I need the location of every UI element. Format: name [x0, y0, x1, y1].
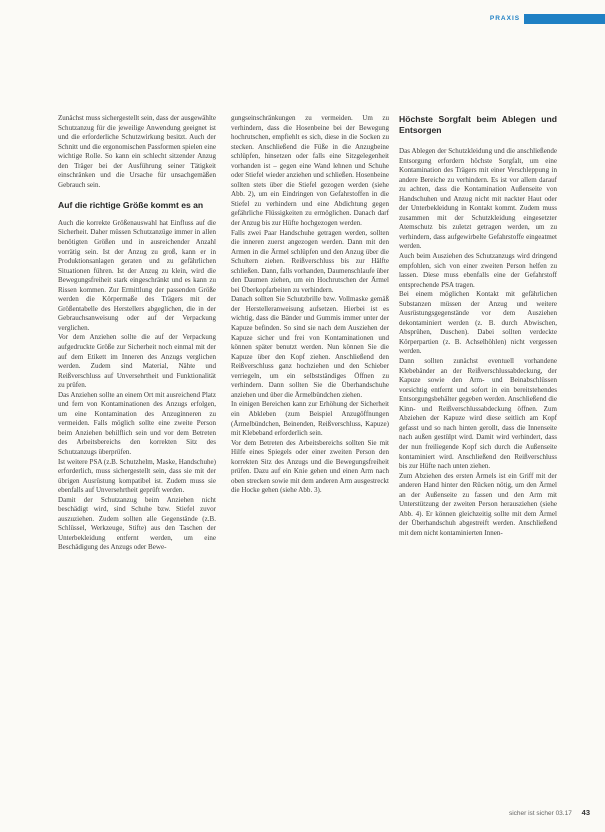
- section-heading: Auf die richtige Größe kommt es an: [58, 200, 204, 211]
- journal-name: sicher ist sicher 03.17: [508, 810, 572, 817]
- paragraph: Zum Abziehen des ersten Ärmels ist ein Griff mit der anderen Hand hinter den Rücken nötig, um den Ärmel an der Außenseite zu fassen und den Arm mit Unterstützung der zweiten Person herausziehen (siehe Abb. 4). Er können gleichzeitig sollte mit dem Ärmel der Überhandschuh abgestreift werden. Anschließend mit dem nicht kontaminierten Innen-: [399, 471, 557, 537]
- paragraph: Das Anziehen sollte an einem Ort mit ausreichend Platz und fern von Kontaminationen des Anzugs erfolgen, um eine Kontamination des Anzuginneren zu vermeiden. Falls möglich sollte eine zweite Person beim Anziehen behilflich sein und vor dem Betreten des Arbeitsbereichs den korrekten Sitz des Schutzanzugs überprüfen.: [58, 390, 216, 456]
- column-3: [399, 114, 557, 538]
- column-1: [58, 114, 216, 553]
- paragraph: In einigen Bereichen kann zur Erhöhung der Sicherheit ein Abkleben (zum Beispiel Anzugöffnungen (Ärmelbündchen, Beinenden, Reißverschluss, Kapuze) mit Klebeband erforderlich sein.: [231, 400, 389, 438]
- section-heading: Höchste Sorgfalt beim Ablegen und Entsorgen: [399, 114, 557, 135]
- paragraph: Zunächst muss sichergestellt sein, dass der ausgewählte Schutzanzug für die jeweilige Anwendung geeignet ist und die erforderliche Schutzwirkung besitzt. Auch der Schnitt und die ergonomischen Passformen spielen eine wichtige Rolle. So kann ein schlecht sitzender Anzug den Träger bei der Ausführung seiner Tätigkeit einschränken und die Ursache für unsachgemäßen Gebrauch sein.: [58, 114, 216, 189]
- paragraph: gungseinschränkungen zu vermeiden. Um zu verhindern, dass die Hosenbeine bei der Bewegung hochrutschen, empfiehlt es sich, diese in die Socken zu stecken. Anschließend die Füße in die Anzugbeine schlüpfen, hinsetzen oder falls eine Sitzgelegenheit vorhanden ist – gegen eine Wand lehnen und Schuhe oder Stiefel wieder anziehen und schließen. Hosenbeine sollten stets über die Stiefel gezogen werden (siehe Abb. 2), um ein Eindringen von Gefahrstoffen in die Stiefel zu verhindern und eine Abdichtung gegen gefährliche Flüssigkeiten zu ermöglichen. Danach darf der Anzug bis zur Hüfte hochgezogen werden.: [231, 114, 389, 228]
- paragraph: Damit der Schutzanzug beim Anziehen nicht beschädigt wird, sind Schuhe bzw. Stiefel zuvor auszuziehen. Zudem sollten alle Gegenstände (z.B. Schlüssel, Werkzeuge, Stifte) aus den Taschen der Unterbekleidung entfernt werden, um eine Beschädigung des Anzugs oder Bewe-: [58, 495, 216, 552]
- paragraph: Auch beim Ausziehen des Schutzanzugs wird dringend empfohlen, sich von einer zweiten Person helfen zu lassen. Diese muss ebenfalls eine der Gefahrstoff entsprechende PSA tragen.: [399, 252, 557, 289]
- page-number: 43: [581, 808, 590, 817]
- paragraph: Auch die korrekte Größenauswahl hat Einfluss auf die Sicherheit. Daher müssen Schutzanzüge immer in allen benötigten Größen und in ausreichender Anzahl vorrätig sein. Ist der Anzug zu groß, kann er in Produktionsanlagen geraten und zu gefährlichen Situationen führen. Ist der Anzug zu klein, wird die Bewegungsfreiheit stark eingeschränkt und es kann zu Rissen kommen. Zur Ermittlung der passenden Größe werden die Körpermaße des Trägers mit der Größentabelle des Herstellers abgeglichen, die in der Gebrauchsanweisung oder auf der Verpackung verglichen.: [58, 218, 216, 332]
- paragraph: Danach sollten Sie Schutzbrille bzw. Vollmaske gemäß der Herstelleranweisung aufsetzen. Hierbei ist es wichtig, dass die Bänder und Gummis immer unter der Kapuze befinden. So sind sie nach dem Ausziehen der Kapuze sicher und frei von Kontaminationen und können später benutzt werden. Nun können Sie die Kapuze über den Kopf ziehen. Anschließend den Reißverschluss ganz hochziehen und den Schieber verriegeln, um ein selbstständiges Öffnen zu verhindern. Dann sollten Sie die Überhandschuhe anziehen und über die Ärmelbündchen ziehen.: [231, 295, 389, 399]
- paragraph: Vor dem Anziehen sollte die auf der Verpackung aufgedruckte Größe zur Sicherheit noch einmal mit der auf dem Etikett im Inneren des Anzugs verglichen werden. Zudem sind Material, Nähte und Reißverschluss auf Unversehrtheit und Funktionalität zu prüfen.: [58, 333, 216, 390]
- paragraph: Falls zwei Paar Handschuhe getragen werden, sollten die inneren zuerst angezogen werden. Dann mit den Armen in die Ärmel schlüpfen und den Anzug über die Schultern ziehen. Reißverschluss bis zur Hälfte schließen. Dann, falls vorhanden, Daumenschlaufe über den Daumen ziehen, um ein Hochrutschen der Ärmel bei Überkopfarbeiten zu verhindern.: [231, 228, 389, 294]
- paragraph: Vor dem Betreten des Arbeitsbereichs sollten Sie mit Hilfe eines Spiegels oder einer zweiten Person den korrekten Sitz des Anzugs und die Bewegungsfreiheit prüfen. Dazu auf ein Knie gehen und einen Arm nach oben strecken sowie mit dem anderen Arm ausgestreckt die Hocke gehen (siehe Abb. 3).: [231, 438, 389, 495]
- section-label: PRAXIS: [486, 11, 524, 26]
- paragraph: Ist weitere PSA (z.B. Schutzhelm, Maske, Handschuhe) erforderlich, muss sichergestellt sein, dass sie mit der übrigen Ausrüstung kompatibel ist. Zudem muss sie ebenfalls auf Unversehrtheit geprüft werden.: [58, 457, 216, 495]
- paragraph: Dann sollten zunächst eventuell vorhandene Klebebänder an der Reißverschlussabdeckung, der Kapuze sowie den Arm- und Beinabschlüssen vorsichtig entfernt und sofort in ein bereitstehendes Entsorgungsbehälter gegeben werden. Anschließend die Kinn- und Reißverschlussabdeckung öffnen. Zum Abziehen der Kapuze wird diese seitlich am Kopf gefasst und so nach hinten gerollt, dass die Innenseite nach außen gestülpt wird. Damit wird verhindert, dass der nun freiliegende Kopf sich durch die Außenseite kontaminiert wird. Anschließend den Reißverschluss bis zur Hüfte nach unten ziehen.: [399, 357, 557, 471]
- page-footer: [400, 808, 590, 817]
- column-2: [231, 114, 389, 496]
- header-color-bar: [520, 14, 605, 24]
- paragraph: Bei einem möglichen Kontakt mit gefährlichen Substanzen müssen der Anzug und weitere Ausrüstungsgegenstände vor dem Ausziehen dekontaminiert werden (z. B. durch Abwischen, Absprühen, Duschen). Dabei sollten verdeckte Körperpartien (z. B. Achselhöhlen) nicht vergessen werden.: [399, 290, 557, 356]
- paragraph: Das Ablegen der Schutzkleidung und die anschließende Entsorgung erfordern höchste Sorgfalt, um eine Kontamination des Trägers mit einer Verschleppung in andere Bereiche zu verhindern. Es ist vor allem darauf zu achten, dass die Kontamination Außenseite von Handschuhen und Anzug nicht mit nackter Haut oder der Unterbekleidung in Kontakt kommt. Zudem muss zusammen mit der Schutzkleidung eingesetzter Atemschutz bis zuletzt getragen werden, um zu verhindern, dass aufgewirbelte Gefahrstoffe eingeatmet werden.: [399, 147, 557, 251]
